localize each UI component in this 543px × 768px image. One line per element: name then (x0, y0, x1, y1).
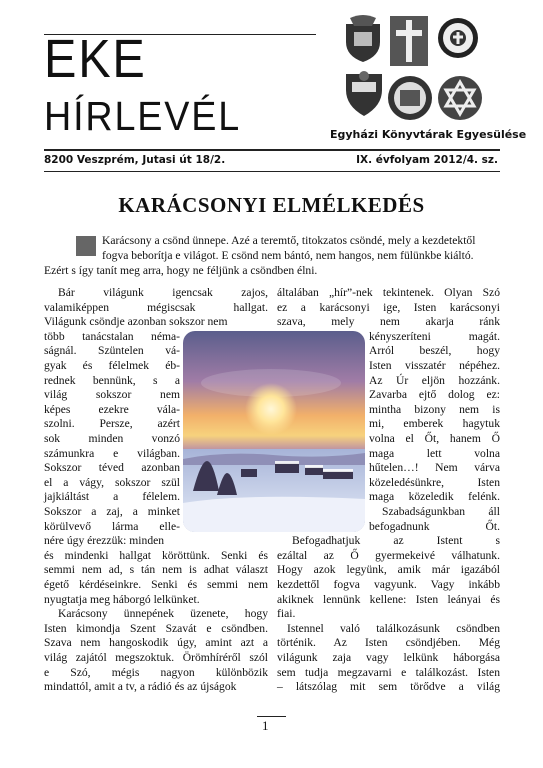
left-column-line: sok minden vonzó (44, 432, 180, 445)
masthead-divider (44, 149, 500, 151)
address-line: 8200 Veszprém, Jutasi út 18/2. (44, 154, 226, 166)
left-column-line: Világunk csöndje azonban sokszor nem (44, 315, 228, 329)
article-title: KARÁCSONYI ELMÉLKEDÉS (118, 193, 425, 217)
left-column-line: valamiképpen mégiscsak hallgat. (44, 300, 268, 314)
left-column-line: számunkra e világban. (44, 446, 180, 460)
right-column-line: világunk zaja vagy lelkünk háborgása (277, 651, 500, 664)
masthead-subtitle: HÍRLEVÉL (44, 93, 242, 139)
masthead-divider-bottom (44, 171, 500, 172)
cross-emblem-icon (390, 16, 428, 66)
right-column-line: volna el Őt, hanem Ő (369, 432, 500, 445)
right-column-line: maga lett volna (369, 446, 500, 460)
right-column-line: Isten visszatér népéhez. (369, 359, 500, 372)
right-column-line: Szabadságunkban áll (382, 505, 500, 518)
left-column-line: ságnál. Szüntelen vá- (44, 344, 180, 358)
left-column-line: el a vágy, sokszor szül (44, 475, 180, 489)
right-column-line: Zavarba ejtő dolog ez: (369, 388, 500, 402)
right-column-line: történik. Az Isten csöndjében. Még (277, 636, 500, 650)
right-column-line: Hogy azok legyünk, amik már igazából (277, 563, 500, 577)
right-column-line: hűtelen…! Nem várva (369, 461, 500, 475)
right-column-line: Az Úr eljön hozzánk. (369, 373, 500, 387)
lead-marker-square (76, 236, 96, 256)
right-column-line: ez a karácsonyi ige, Isten karácsonyi (277, 300, 500, 314)
left-column-line: gyak és félelmek éb- (44, 359, 180, 372)
issue-line: IX. évfolyam 2012/4. sz. (356, 154, 498, 166)
left-column-line: Karácsony ünnepének üzenete, hogy (58, 607, 268, 621)
right-column-line: ezáltal az Ő gyermekeivé válhatunk. (277, 548, 500, 562)
right-column-line: szava, mely nem akarja ránk (277, 315, 500, 329)
right-column-line: kényszeríteni magát. (369, 329, 500, 343)
luther-rose-icon (438, 18, 478, 58)
orthodox-seal-icon (388, 76, 432, 120)
winter-sunset-photo (183, 331, 365, 532)
organization-name: Egyházi Könyvtárak Egyesülése (330, 128, 527, 141)
left-column-line: világ sokszor nem (44, 388, 180, 402)
left-column-line: szolni. Persze, azért (44, 417, 180, 431)
right-column-line: mi, emberek hagytuk (369, 417, 500, 431)
left-column-line: e Szó, mégis nagyon különbözik (44, 665, 268, 679)
right-column-line: mintha bizony nem is (369, 402, 500, 416)
left-column-line: Sokszor téved azonban (44, 461, 180, 475)
coat-of-arms-icon (346, 15, 380, 62)
reformed-emblem-icon (346, 71, 382, 116)
lead-line: Karácsony a csönd ünnepe. Azé a teremtő, titokzatos csöndé, mely a kezdetektől (102, 234, 476, 247)
left-column-line: Isten kimondja Szent Szavát e csöndben. (44, 621, 268, 635)
left-column-line: Sokszor a zaj, a minket (44, 505, 180, 518)
right-column-line: maga közeledik felénk. (369, 490, 500, 504)
left-column-line: rednek bennünk, s a (44, 373, 180, 387)
right-column-line: kezdettől fogva vagyunk. Vagy inkább (277, 578, 500, 591)
right-column-line: közeledésünkre, Isten (369, 475, 500, 489)
right-column-line: befogadnunk Őt. (369, 519, 500, 533)
right-column-line: általában „hír”-nek tekintenek. Olyan Szó (277, 286, 500, 299)
right-column-line: fiai. (277, 607, 296, 621)
left-column-line: és mindenki hallgat köröttünk. Senki és (44, 548, 268, 562)
footer-rule (257, 716, 286, 717)
lead-line: fogva beborítja e világot. E csönd nem bántó, nem hangos, nem fülünkbe kiáltó. (102, 249, 474, 262)
right-column-line: akiknek lennünk kellene: Isten leányai és (277, 592, 500, 606)
right-column-line: Arról beszél, hogy (369, 344, 500, 358)
left-column-line: jajkiáltást a félelem. (44, 490, 180, 504)
right-column-line: Istennel való találkozásunk csöndben (287, 621, 500, 635)
right-column-line: sem tudja megzavarni e találkozást. Isten (277, 665, 500, 679)
page-number: 1 (262, 718, 269, 733)
lead-line: Ezért s így tanít meg arra, hogy ne féljünk a csöndben élni. (44, 264, 318, 277)
left-column-line: körülvevő lárma elle- (44, 519, 180, 533)
left-column-line: Szava nem hangoskodik úgy, amint azt a (44, 636, 268, 650)
left-column-line: semmi nem ad, s tán nem is adhat választ (44, 563, 268, 577)
masthead-title: EKE (44, 29, 147, 89)
left-column-line: mindattól, amit a tv, a rádió és az újságok (44, 680, 237, 694)
church-emblems (340, 14, 500, 126)
left-column-line: Bár világunk igencsak zajos, (58, 286, 268, 299)
left-column-line: képes ezekre vála- (44, 402, 180, 416)
left-column-line: nére úgy érezzük: minden (44, 534, 165, 548)
left-column-line: több tanácstalan néma- (44, 329, 180, 343)
left-column-line: égető kérdéseinkre. Senki és semmi nem (44, 578, 268, 591)
right-column-line: – látszólag mit sem törődve a világ (277, 680, 500, 694)
star-of-david-icon (438, 76, 482, 120)
left-column-line: világ zajától megszoktuk. Örömhíréről szól (44, 651, 268, 664)
left-column-line: nyugtatja meg háborgó lelkünket. (44, 592, 200, 606)
right-column-line: Befogadhatjuk az Istent s (292, 534, 500, 548)
